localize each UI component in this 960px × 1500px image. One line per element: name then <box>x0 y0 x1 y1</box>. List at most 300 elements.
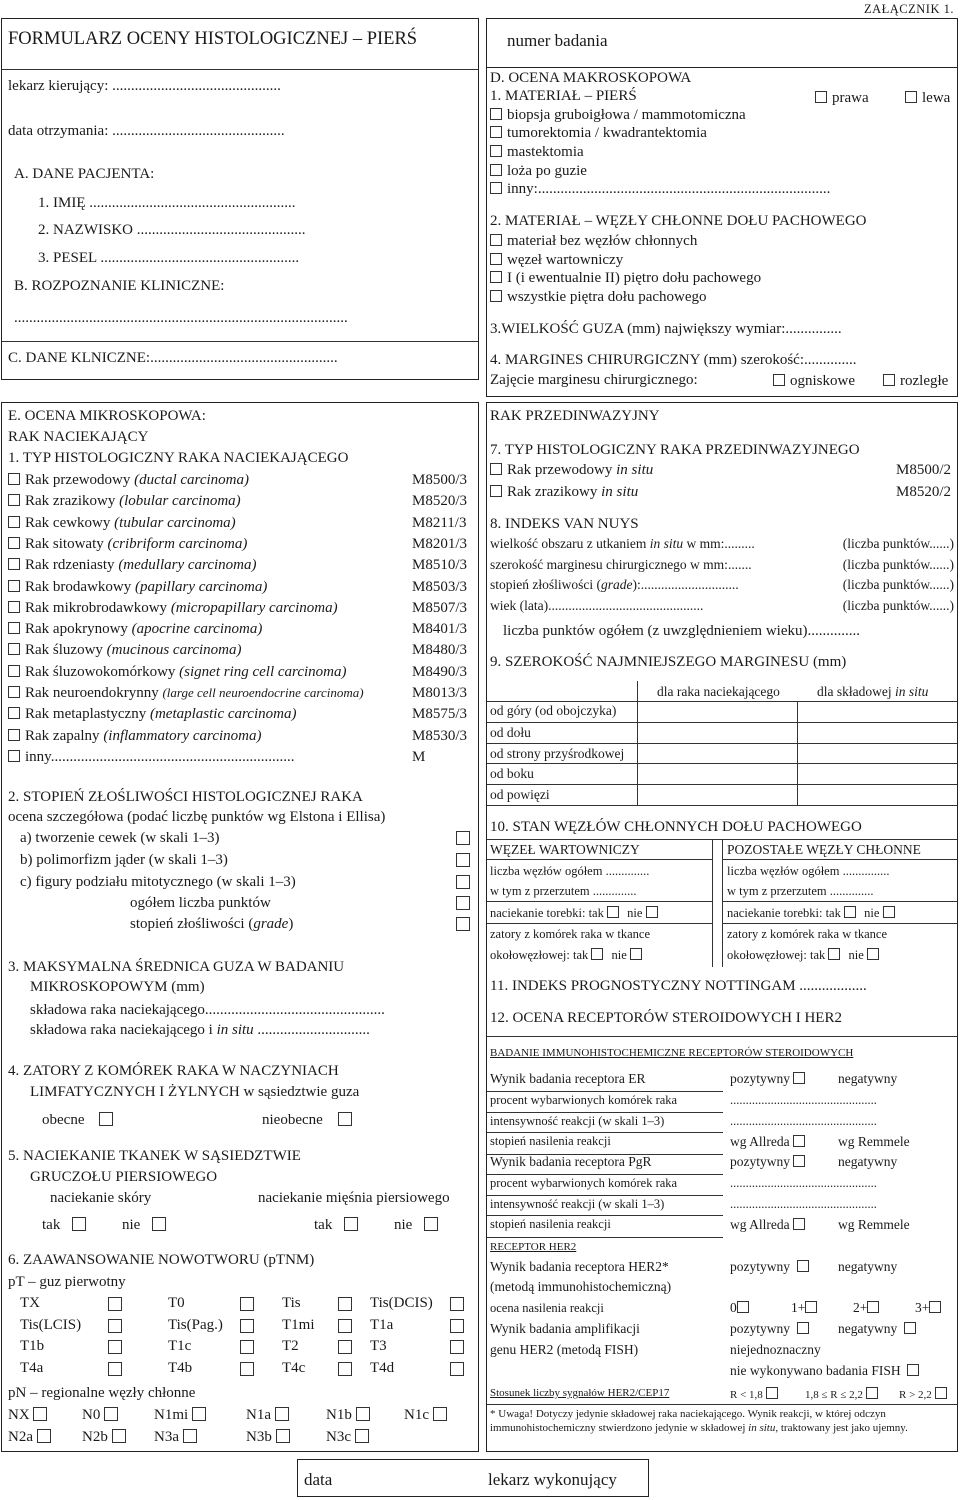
van-nuys-row[interactable] <box>490 577 956 597</box>
checkbox[interactable] <box>33 1407 47 1421</box>
first-name-field[interactable]: 1. IMIĘ ....................................................... <box>38 195 296 211</box>
adjacent-invasion-title: 5. NACIEKANIE TKANEK W SĄSIEDZTWIE <box>8 1148 301 1164</box>
her2-method-label: (metodą immunohistochemiczną) <box>490 1279 672 1294</box>
ratio-high-option[interactable]: R > 2,2 <box>899 1387 952 1403</box>
fish-neg-option[interactable]: negatywny <box>838 1321 921 1338</box>
material-option[interactable]: loża po guzie <box>490 162 587 181</box>
margin-involvement-label: Zajęcie marginesu chirurgicznego: <box>490 372 698 388</box>
pn-grid <box>8 1406 474 1450</box>
pn-label: N1b <box>326 1407 352 1423</box>
checkbox[interactable] <box>344 1217 358 1231</box>
pgr-percent-field[interactable]: ............................................... <box>730 1176 877 1190</box>
checkbox[interactable] <box>867 948 879 960</box>
sentinel-total-field[interactable]: liczba węzłów ogółem .............. <box>490 864 650 878</box>
nodes-option[interactable]: węzeł wartowniczy <box>490 251 623 270</box>
type-code: M8201/3 <box>412 535 468 552</box>
mitoses-label: c) figury podziału mitotycznego (w skali 1–3) <box>20 874 296 890</box>
checkbox[interactable] <box>338 1112 352 1126</box>
other-emboli-row[interactable]: okołowęzłowej: tak nie <box>727 948 884 964</box>
receptors-title: 12. OCENA RECEPTORÓW STEROIDOWYCH I HER2 <box>490 1010 842 1026</box>
ratio-low-option[interactable]: R < 1,8 <box>730 1387 783 1403</box>
pesel-field[interactable]: 3. PESEL ..................................................... <box>38 250 300 266</box>
emboli-present-option[interactable]: obecne <box>42 1111 113 1130</box>
lymph-nodes-table <box>487 839 957 969</box>
type-latin: (apocrine carcinoma) <box>131 621 263 638</box>
grade-label: stopień złośliwości (grade) <box>130 916 294 932</box>
checkbox[interactable] <box>866 1387 878 1399</box>
checkbox[interactable] <box>490 485 502 497</box>
her2-score-0[interactable]: 0 <box>730 1300 754 1317</box>
pt-checkbox[interactable] <box>450 1319 464 1333</box>
pn-option[interactable] <box>246 1406 289 1425</box>
pgr-intensity-field[interactable]: ............................................... <box>730 1196 877 1211</box>
pn-option[interactable] <box>246 1428 290 1447</box>
checkbox[interactable] <box>907 1364 919 1376</box>
checkbox[interactable] <box>37 1429 51 1443</box>
her2-score-3[interactable]: 3+ <box>915 1300 946 1317</box>
invasive-type-row[interactable] <box>8 641 474 661</box>
section-a-title: A. DANE PACJENTA: <box>14 166 155 182</box>
checkbox[interactable] <box>72 1217 86 1231</box>
margin-row[interactable] <box>487 701 957 722</box>
checkbox[interactable] <box>844 906 856 918</box>
skin-invasion-label: naciekanie skóry <box>50 1190 152 1206</box>
invasive-type-row[interactable] <box>8 471 474 491</box>
van-nuys-label: wiek (lata).............................................. <box>490 597 704 613</box>
van-nuys-label: wielkość obszaru z utkaniem <box>490 536 650 551</box>
van-nuys-italic: grade <box>601 577 633 592</box>
section-e-title: E. OCENA MIKROSKOPOWA: <box>8 408 206 424</box>
checkbox[interactable] <box>8 622 20 634</box>
checkbox[interactable] <box>433 1407 447 1421</box>
checkbox[interactable] <box>935 1387 947 1399</box>
type-name: inny................................................................. <box>25 748 295 765</box>
her2-score-2[interactable]: 2+ <box>853 1300 884 1317</box>
section-b-title: B. ROZPOZNANIE KLINICZNE: <box>14 278 225 294</box>
checkbox[interactable] <box>797 1260 809 1272</box>
margin-col-insitu: dla składowej in situ <box>817 684 929 699</box>
invasive-type-row[interactable] <box>8 535 474 555</box>
pt-option-label: T3 <box>370 1338 387 1354</box>
type-code: M8510/3 <box>412 557 468 574</box>
pgr-pos-option[interactable]: pozytywny <box>730 1154 810 1171</box>
type-name: Rak cewkowy <box>25 514 111 531</box>
pgr-allred-option[interactable]: wg Allreda <box>730 1217 810 1234</box>
extensive-option[interactable]: rozległe <box>883 372 948 391</box>
checkbox[interactable] <box>8 750 20 762</box>
fish-equivocal-option[interactable]: niejednoznaczny <box>730 1342 821 1357</box>
checkbox[interactable] <box>766 1387 778 1399</box>
invasive-type-row[interactable] <box>8 727 474 747</box>
other-emboli-label: zatory z komórek raka w tkance <box>727 927 887 941</box>
pn-label: N0 <box>82 1407 101 1423</box>
pn-option[interactable] <box>8 1406 47 1425</box>
her2-score-1[interactable]: 1+ <box>791 1300 822 1317</box>
sentinel-emboli-row[interactable]: okołowęzłowej: tak nie <box>490 948 647 964</box>
checkbox[interactable] <box>8 707 20 719</box>
fish-pos-option[interactable]: pozytywny <box>730 1321 814 1338</box>
invasive-type-row[interactable] <box>8 578 474 598</box>
pt-option-label: T4a <box>20 1359 44 1376</box>
referring-doctor-field[interactable]: lekarz kierujący: ............................................. <box>8 78 281 94</box>
skin-no-option[interactable]: nie <box>122 1216 166 1235</box>
her2-neg-option[interactable]: negatywny <box>838 1259 898 1274</box>
pn-label: N3c <box>326 1429 351 1445</box>
margin-width-field[interactable]: 4. MARGINES CHIRURGICZNY (mm) szerokość:.............. <box>490 352 857 368</box>
checkbox[interactable] <box>490 182 502 194</box>
er-allred-option[interactable]: wg Allreda <box>730 1134 810 1151</box>
clinical-data-field[interactable]: C. DANE KLNICZNE:.................................................. <box>8 350 338 366</box>
checkbox[interactable] <box>737 1301 749 1313</box>
focal-option[interactable]: ogniskowe <box>773 372 855 391</box>
invasive-type-row[interactable] <box>8 620 474 640</box>
pn-option[interactable] <box>404 1406 447 1425</box>
pt-checkbox[interactable] <box>240 1319 254 1333</box>
nottingham-index-field[interactable]: 11. INDEKS PROGNOSTYCZNY NOTTINGAM .................. <box>490 978 867 994</box>
min-margin-title: 9. SZEROKOŚĆ NAJMNIEJSZEGO MARGINESU (mm) <box>490 654 847 670</box>
er-intensity-field[interactable]: ............................................... <box>730 1113 877 1128</box>
checkbox[interactable] <box>99 1112 113 1126</box>
pt-option-label: T0 <box>168 1295 185 1311</box>
clinical-diagnosis-field[interactable]: ......................................................................................... <box>14 310 348 326</box>
pt-checkbox[interactable] <box>450 1340 464 1354</box>
van-nuys-row[interactable] <box>490 598 956 618</box>
side-right-option[interactable]: prawa <box>815 89 869 108</box>
margin-row-label: od dołu <box>490 724 531 740</box>
checkbox[interactable] <box>883 374 895 386</box>
checkbox[interactable] <box>490 234 502 246</box>
pt-checkbox[interactable] <box>108 1319 122 1333</box>
invasive-type-row[interactable] <box>8 748 474 768</box>
checkbox[interactable] <box>8 537 20 549</box>
nodes-option[interactable]: I (i ewentualnie II) piętro dołu pachowego <box>490 269 761 288</box>
checkbox[interactable] <box>8 473 20 485</box>
checkbox[interactable] <box>183 1429 197 1443</box>
checkbox[interactable] <box>8 601 20 613</box>
ratio-label: Stosunek liczby sygnałów HER2/CEP17 <box>490 1387 670 1399</box>
material-breast-title: 1. MATERIAŁ – PIERŚ <box>490 88 637 104</box>
checkbox[interactable] <box>905 91 917 103</box>
other-total-field[interactable]: liczba węzłów ogółem ............... <box>727 864 890 878</box>
pt-option-label: T1mi <box>282 1316 315 1333</box>
material-option[interactable]: inny:.............................................................................. <box>490 180 830 199</box>
checkbox[interactable] <box>646 906 658 918</box>
checkbox[interactable] <box>192 1407 206 1421</box>
invasive-type-row[interactable] <box>8 492 474 512</box>
material-option[interactable]: mastektomia <box>490 143 584 162</box>
emboli-absent-option[interactable]: nieobecne <box>262 1111 352 1130</box>
margin-row-label: od strony przyśrodkowej <box>490 745 625 761</box>
pn-option[interactable] <box>154 1428 197 1447</box>
checkbox[interactable] <box>490 108 502 120</box>
pt-option-label: T1b <box>20 1338 45 1354</box>
pn-option[interactable] <box>326 1428 369 1447</box>
checkbox[interactable] <box>8 643 20 655</box>
checkbox[interactable] <box>793 1155 805 1167</box>
checkbox[interactable] <box>490 145 502 157</box>
pgr-remmele-option[interactable]: wg Remmele <box>838 1217 910 1232</box>
checkbox[interactable] <box>424 1217 438 1231</box>
received-date-field[interactable]: data otrzymania: .............................................. <box>8 123 285 139</box>
checkbox[interactable] <box>815 91 827 103</box>
van-nuys-total-field[interactable]: liczba punktów ogółem (z uwzględnieniem wieku).............. <box>503 623 860 639</box>
checkbox[interactable] <box>630 948 642 960</box>
form-header-box <box>1 18 479 380</box>
invasive-type-row[interactable] <box>8 514 474 534</box>
margin-row-label: od boku <box>490 766 534 782</box>
checkbox[interactable] <box>8 665 20 677</box>
side-left-option[interactable]: lewa <box>905 89 950 108</box>
type-code: M8507/3 <box>412 599 468 616</box>
exam-number-box[interactable] <box>486 18 958 68</box>
pn-label: N1a <box>246 1407 271 1423</box>
type-name: Rak przewodowy <box>25 472 131 488</box>
invasive-type-row[interactable] <box>8 556 474 576</box>
type-latin: (medullary carcinoma) <box>118 557 257 574</box>
her2-intensity-label: ocena nasilenia reakcji <box>490 1301 604 1315</box>
type-name: Rak śluzowy <box>25 642 103 659</box>
material-option[interactable]: tumorektomia / kwadrantektomia <box>490 124 707 143</box>
pt-option-label: T2 <box>282 1338 299 1354</box>
ihc-title: BADANIE IMMUNOHISTOCHEMICZNE RECEPTORÓW STEROIDOWYCH <box>490 1047 854 1059</box>
type-code: M8490/3 <box>412 663 468 680</box>
er-result-label: Wynik badania receptora ER <box>490 1071 646 1086</box>
type-code: M8520/3 <box>412 493 468 510</box>
checkbox[interactable] <box>904 1322 916 1334</box>
type-name: Rak śluzowokomórkowy <box>25 663 176 680</box>
doctor-signature-label[interactable]: lekarz wykonujący <box>488 1470 617 1489</box>
pleomorphism-label: b) polimorfizm jąder (w skali 1–3) <box>20 852 228 868</box>
type-name: Rak brodawkowy <box>25 578 132 595</box>
preinvasive-type-row[interactable]: Rak zrazikowy in situ M8520/2 <box>487 483 957 503</box>
sentinel-metastatic-field[interactable]: w tym z przerzutem .............. <box>490 884 637 898</box>
checkbox[interactable] <box>490 463 502 475</box>
van-nuys-dots: w mm:......... <box>683 536 755 551</box>
invasive-type-row[interactable] <box>8 599 474 619</box>
er-pos-option[interactable]: pozytywny <box>730 1071 810 1088</box>
tumor-size-field[interactable]: 3.WIELKOŚĆ GUZA (mm) największy wymiar:............... <box>490 321 842 337</box>
checkbox[interactable] <box>152 1217 166 1231</box>
pt-checkbox[interactable] <box>108 1340 122 1354</box>
van-nuys-label: szerokość marginesu chirurgicznego w mm:....... <box>490 556 752 572</box>
type-code: M8013/3 <box>412 685 468 701</box>
grade-box[interactable] <box>456 917 470 931</box>
fish-gene-label: genu HER2 (metodą FISH) <box>490 1342 639 1357</box>
type-code: M8530/3 <box>412 727 468 744</box>
type-name: Rak zapalny <box>25 727 100 744</box>
pleomorphism-score-box[interactable] <box>456 853 470 867</box>
checkbox[interactable] <box>883 906 895 918</box>
margin-row[interactable] <box>487 743 957 765</box>
annex-label: ZAŁĄCZNIK 1. <box>863 2 954 16</box>
pt-checkbox[interactable] <box>450 1297 464 1311</box>
checkbox[interactable] <box>490 126 502 138</box>
er-percent-field[interactable]: ............................................... <box>730 1093 877 1107</box>
checkbox[interactable] <box>490 164 502 176</box>
checkbox[interactable] <box>112 1429 126 1443</box>
preinvasive-type-row[interactable]: Rak przewodowy in situ M8500/2 <box>487 461 957 481</box>
last-name-field[interactable]: 2. NAZWISKO ............................................. <box>38 222 306 238</box>
preinvasive-title: RAK PRZEDINWAZYJNY <box>490 408 660 424</box>
checkbox[interactable] <box>276 1429 290 1443</box>
checkbox[interactable] <box>8 580 20 592</box>
invasive-type-row[interactable] <box>8 663 474 683</box>
checkbox[interactable] <box>8 516 20 528</box>
pt-checkbox[interactable] <box>108 1297 122 1311</box>
van-nuys-row[interactable] <box>490 536 956 556</box>
pgr-intensity-label: intensywność reakcji (w skali 1–3) <box>490 1196 665 1211</box>
total-score-box[interactable] <box>456 896 470 910</box>
invasive-type-row[interactable] <box>8 684 474 704</box>
pt-checkbox[interactable] <box>240 1340 254 1354</box>
checkbox[interactable] <box>275 1407 289 1421</box>
pt-checkbox[interactable] <box>338 1362 352 1376</box>
sentinel-capsule-row[interactable]: naciekanie torebki: tak nie <box>490 906 663 922</box>
pn-option[interactable] <box>82 1406 118 1425</box>
type-latin: (inflammatory carcinoma) <box>103 727 262 744</box>
checkbox[interactable] <box>793 1135 805 1147</box>
checkbox[interactable] <box>490 271 502 283</box>
checkbox[interactable] <box>793 1218 805 1230</box>
invasive-type-row[interactable] <box>8 705 474 725</box>
tubules-score-box[interactable] <box>456 831 470 845</box>
margin-table <box>487 681 957 805</box>
type-name: Rak sitowaty <box>25 535 104 552</box>
pt-checkbox[interactable] <box>338 1297 352 1311</box>
checkbox[interactable] <box>929 1301 941 1313</box>
checkbox[interactable] <box>356 1407 370 1421</box>
form-title: FORMULARZ OCENY HISTOLOGICZNEJ – PIERŚ <box>8 29 418 49</box>
pt-label: pT – guz pierwotny <box>8 1274 126 1290</box>
type-latin: (metaplastic carcinoma) <box>149 706 297 723</box>
fish-not-done-option[interactable]: nie wykonywano badania FISH <box>730 1363 924 1380</box>
checkbox[interactable] <box>867 1301 879 1313</box>
checkbox[interactable] <box>490 253 502 265</box>
type-name: Rak zrazikowy <box>25 493 116 510</box>
tubules-label: a) tworzenie cewek (w skali 1–3) <box>20 830 220 846</box>
mitoses-score-box[interactable] <box>456 875 470 889</box>
type-code: M8500/3 <box>412 472 468 488</box>
invasive-component-field[interactable]: składowa raka naciekającego................................................ <box>30 1002 385 1018</box>
checkbox[interactable] <box>805 1301 817 1313</box>
pt-option-label: Tis(LCIS) <box>20 1316 82 1333</box>
checkbox[interactable] <box>797 1322 809 1334</box>
van-nuys-row[interactable] <box>490 557 956 577</box>
pt-checkbox[interactable] <box>240 1297 254 1311</box>
er-neg-option[interactable]: negatywny <box>838 1071 898 1086</box>
checkbox[interactable] <box>355 1429 369 1443</box>
type-code: M <box>412 748 426 765</box>
type-name: Rak rdzeniasty <box>25 557 115 574</box>
pt-option-label: Tis(Pag.) <box>168 1316 223 1333</box>
muscle-no-option[interactable]: nie <box>394 1216 438 1235</box>
type-latin: (papillary carcinoma) <box>134 578 268 595</box>
pgr-neg-option[interactable]: negatywny <box>838 1154 898 1169</box>
checkbox[interactable] <box>8 494 20 506</box>
checkbox[interactable] <box>591 948 603 960</box>
pn-option[interactable] <box>8 1428 51 1447</box>
muscle-yes-option[interactable]: tak <box>314 1216 358 1235</box>
emboli-title-2: LIMFATYCZNYCH I ŻYLNYCH w sąsiedztwie guza <box>30 1084 360 1100</box>
type-name: Rak mikrobrodawkowy <box>25 599 168 616</box>
pt-checkbox[interactable] <box>338 1340 352 1354</box>
pt-option-label: T4b <box>168 1359 193 1376</box>
pn-label: N2b <box>82 1429 108 1445</box>
insitu-component-field[interactable]: składowa raka naciekającego i in situ .............................. <box>30 1022 370 1038</box>
checkbox[interactable] <box>793 1072 805 1084</box>
material-option[interactable]: biopsja gruboigłowa / mammotomiczna <box>490 106 746 125</box>
margin-row[interactable] <box>487 763 957 785</box>
van-nuys-label: stopień złośliwości ( <box>490 577 601 592</box>
invasive-type-title: 1. TYP HISTOLOGICZNY RAKA NACIEKAJĄCEGO <box>8 450 349 466</box>
pt-option-label: Tis(DCIS) <box>370 1295 433 1311</box>
receptor-rows <box>487 1067 957 1232</box>
van-nuys-title: 8. INDEKS VAN NUYS <box>490 516 639 532</box>
checkbox[interactable] <box>773 374 785 386</box>
checkbox[interactable] <box>104 1407 118 1421</box>
preinvasive-box <box>486 402 958 1452</box>
her2-note: * Uwaga! Dotyczy jedynie składowej raka naciekającego. Wynik reakcji, w której odczyn immunohistochemiczny stwierdzono jedynie w składowej in situ, traktowany jest jako ujemny. <box>490 1408 908 1435</box>
pt-option-label: TX <box>20 1295 40 1311</box>
van-nuys-points: (liczba punktów......) <box>842 597 954 613</box>
pt-checkbox[interactable] <box>240 1362 254 1376</box>
pgr-percent-label: procent wybarwionych komórek raka <box>490 1176 678 1190</box>
er-remmele-option[interactable]: wg Remmele <box>838 1134 910 1149</box>
type-latin: (mucinous carcinoma) <box>106 642 242 659</box>
checkbox[interactable] <box>490 290 502 302</box>
pt-option-label: T4d <box>370 1359 395 1376</box>
checkbox[interactable] <box>607 906 619 918</box>
van-nuys-points: (liczba punktów......) <box>842 577 954 592</box>
pt-option-label: T4c <box>282 1359 306 1376</box>
checkbox[interactable] <box>8 558 20 570</box>
ratio-mid-option[interactable]: 1,8 ≤ R ≤ 2,2 <box>805 1387 883 1403</box>
pn-label: N3b <box>246 1429 272 1445</box>
invasive-title: RAK NACIEKAJĄCY <box>8 429 149 445</box>
pt-checkbox[interactable] <box>338 1319 352 1333</box>
checkbox[interactable] <box>8 729 20 741</box>
her2-pos-option[interactable]: pozytywny <box>730 1259 814 1276</box>
pn-label: N3a <box>154 1429 179 1445</box>
type-latin: (cribriform carcinoma) <box>107 535 248 552</box>
date-signature-label[interactable]: data <box>304 1470 333 1489</box>
pt-checkbox[interactable] <box>108 1362 122 1376</box>
margin-col-invasive: dla raka naciekającego <box>657 684 780 699</box>
margin-row[interactable] <box>487 784 957 806</box>
nodes-option[interactable]: materiał bez węzłów chłonnych <box>490 232 697 251</box>
other-metastatic-field[interactable]: w tym z przerzutem .............. <box>727 884 874 898</box>
pn-option[interactable] <box>154 1406 206 1425</box>
sentinel-emboli-label: zatory z komórek raka w tkance <box>490 927 650 941</box>
checkbox[interactable] <box>8 686 20 698</box>
pn-option[interactable] <box>82 1428 126 1447</box>
type-latin: (signet ring cell carcinoma) <box>179 663 347 680</box>
type-code: M8211/3 <box>412 514 467 531</box>
pn-label: pN – regionalne węzły chłonne <box>8 1385 196 1401</box>
margin-row[interactable] <box>487 722 957 744</box>
adjacent-invasion-title-2: GRUCZOŁU PIERSIOWEGO <box>30 1169 218 1185</box>
skin-yes-option[interactable]: tak <box>42 1216 86 1235</box>
type-latin: (lobular carcinoma) <box>119 493 241 510</box>
other-capsule-row[interactable]: naciekanie torebki: tak nie <box>727 906 900 922</box>
macroscopic-box <box>486 67 958 397</box>
van-nuys-points: (liczba punktów......) <box>842 536 954 551</box>
other-nodes-header: POZOSTAŁE WĘZŁY CHŁONNE <box>727 842 921 857</box>
pn-option[interactable] <box>326 1406 370 1425</box>
nodes-option[interactable]: wszystkie piętra dołu pachowego <box>490 288 707 307</box>
checkbox[interactable] <box>828 948 840 960</box>
pt-checkbox[interactable] <box>450 1362 464 1376</box>
